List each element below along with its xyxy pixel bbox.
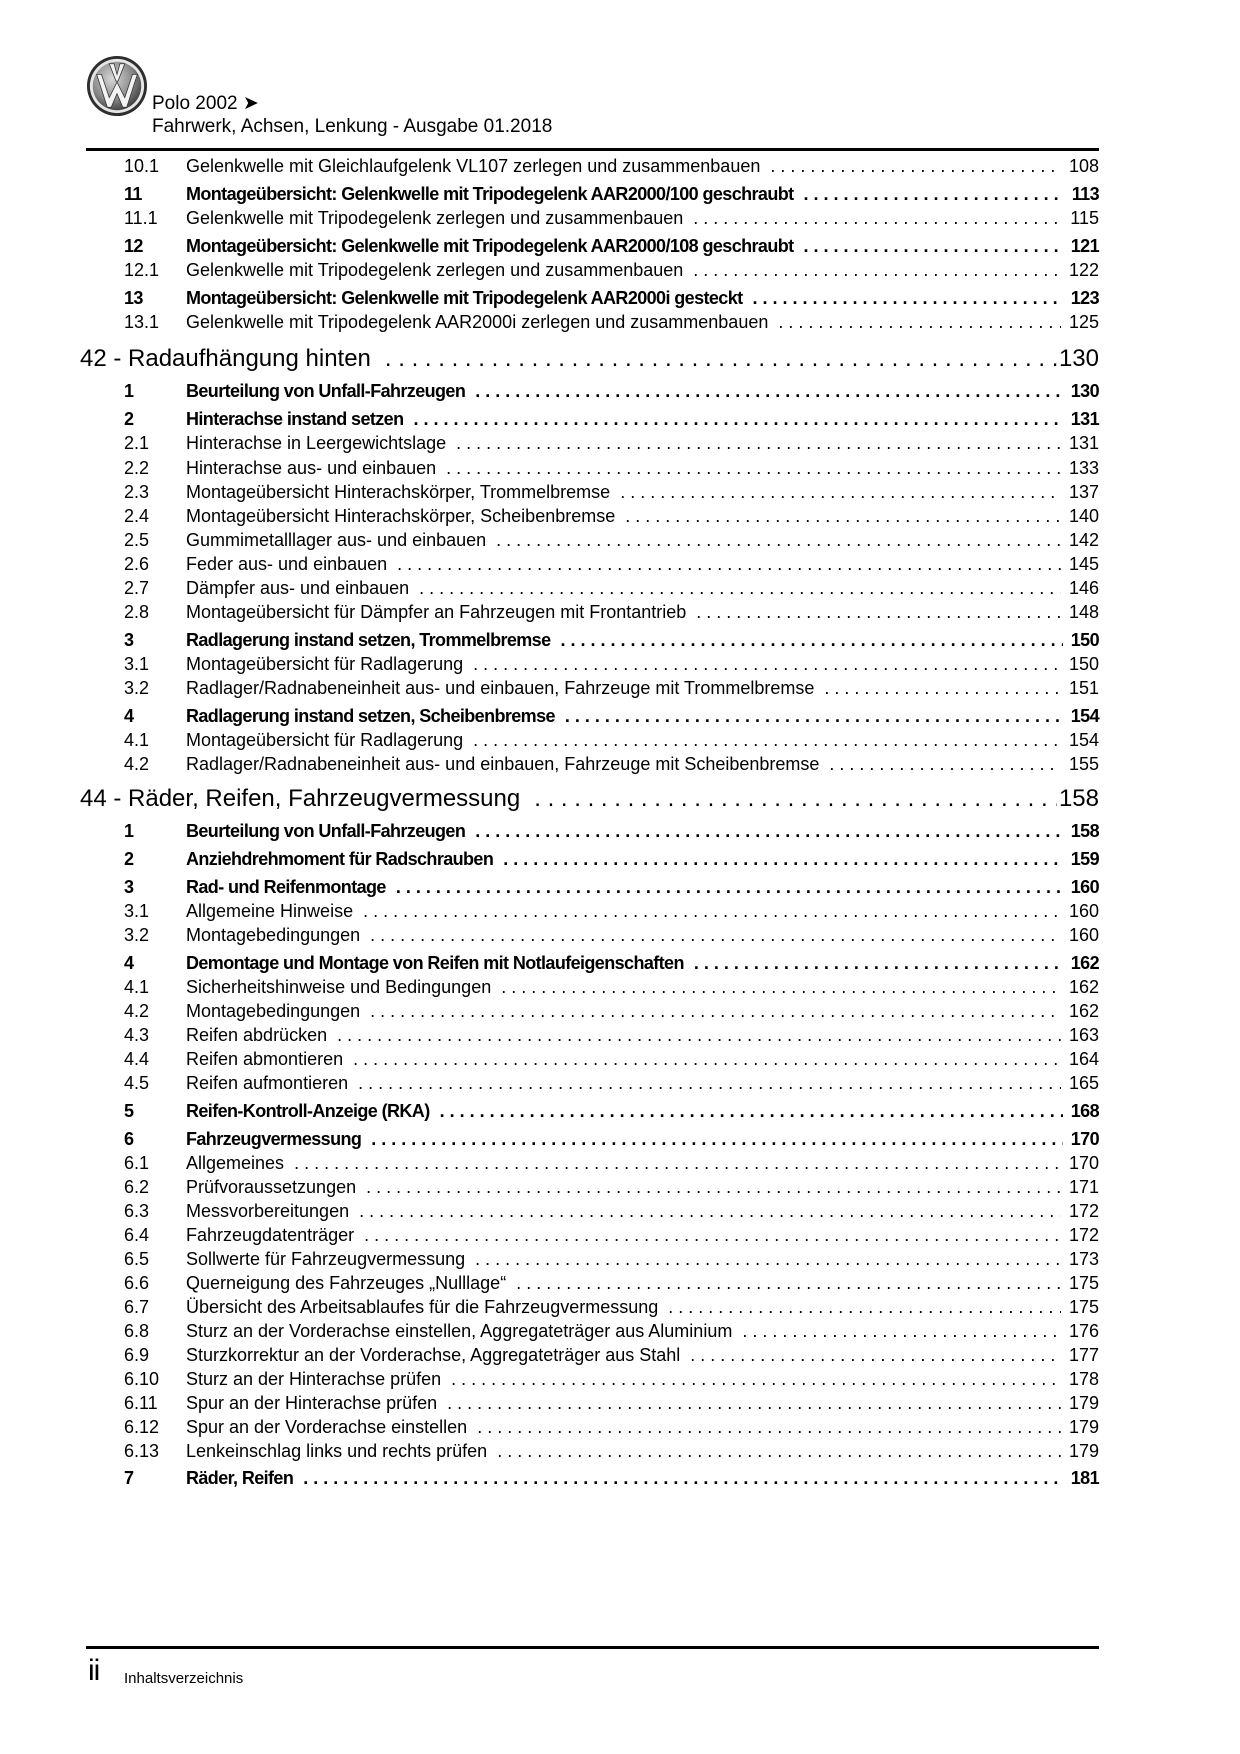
toc-entry-title: Sicherheitshinweise und Bedingungen [186, 977, 492, 997]
toc-entry-page: 131 [1070, 409, 1099, 429]
toc-leader-dots [451, 1369, 1061, 1390]
vw-logo-icon [86, 54, 148, 118]
toc-entry-title: Montageübersicht: Gelenkwelle mit Tripodegelenk AAR2000/100 geschraubt [186, 184, 794, 204]
toc-section-entry[interactable] [86, 381, 1099, 407]
toc-leader-dots [363, 901, 1061, 922]
toc-chapter-entry[interactable] [80, 345, 1099, 379]
toc-entry-page: 177 [1068, 1345, 1099, 1365]
toc-entry-title: Montageübersicht für Radlagerung [186, 730, 464, 750]
toc-subsection-entry[interactable] [86, 1001, 1099, 1025]
toc-section-entry[interactable] [86, 184, 1099, 210]
header-divider [86, 148, 1099, 151]
toc-entry-title: Montageübersicht für Radlagerung [186, 654, 464, 674]
toc-entry-number: 6.12 [124, 1417, 160, 1437]
toc-leader-dots [696, 602, 1061, 623]
toc-subsection-entry[interactable] [86, 1073, 1099, 1097]
toc-entry-title: Gelenkwelle mit Tripodegelenk AAR2000i zerlegen und zusammenbauen [186, 312, 769, 332]
toc-subsection-entry[interactable] [86, 1417, 1099, 1441]
toc-entry-page: 179 [1068, 1393, 1099, 1413]
toc-subsection-entry[interactable] [86, 578, 1099, 602]
toc-entry-title: Reifen abmontieren [186, 1049, 344, 1069]
toc-leader-dots [364, 1225, 1061, 1246]
toc-entry-page: 171 [1068, 1177, 1099, 1197]
toc-subsection-entry[interactable] [86, 1321, 1099, 1345]
toc-subsection-entry[interactable] [86, 1273, 1099, 1297]
toc-entry-number: 6.10 [124, 1369, 160, 1389]
toc-subsection-entry[interactable] [86, 977, 1099, 1001]
toc-subsection-entry[interactable] [86, 1177, 1099, 1201]
toc-subsection-entry[interactable] [86, 1393, 1099, 1417]
toc-entry-number: 4.5 [124, 1073, 150, 1093]
toc-entry-page: 154 [1070, 706, 1099, 726]
toc-entry-title: Lenkeinschlag links und rechts prüfen [186, 1441, 488, 1461]
toc-entry-number: 12 [124, 236, 143, 256]
toc-entry-number: 3 [124, 630, 134, 650]
toc-entry-number: 4.4 [124, 1049, 150, 1069]
toc-entry-title: Reifen abdrücken [186, 1025, 328, 1045]
toc-section-entry[interactable] [86, 1468, 1099, 1494]
toc-leader-dots [693, 260, 1061, 281]
toc-section-entry[interactable] [86, 409, 1099, 435]
toc-entry-title: Allgemeines [186, 1153, 285, 1173]
toc-entry-title: Sturzkorrektur an der Vorderachse, Aggregateträger aus Stahl [186, 1345, 681, 1365]
toc-leader-dots [690, 1345, 1061, 1366]
toc-entry-page: 165 [1068, 1073, 1099, 1093]
toc-leader-dots [446, 458, 1061, 479]
toc-entry-page: 108 [1068, 156, 1099, 176]
toc-leader-dots [303, 1468, 1063, 1489]
toc-leader-dots [456, 433, 1061, 454]
header-model: Polo 2002 ➤ [152, 93, 259, 114]
toc-leader-dots [501, 977, 1061, 998]
toc-subsection-entry[interactable] [86, 1345, 1099, 1369]
toc-leader-dots [473, 730, 1061, 751]
toc-entry-page: 179 [1068, 1441, 1099, 1461]
toc-entry-number: 6.11 [124, 1393, 158, 1413]
toc-section-entry[interactable] [86, 849, 1099, 875]
toc-entry-page: 125 [1068, 312, 1099, 332]
toc-section-entry[interactable] [86, 953, 1099, 979]
toc-entry-number: 4 [124, 706, 134, 726]
toc-entry-number: 4.1 [124, 977, 150, 997]
toc-entry-number: 6.6 [124, 1273, 150, 1293]
toc-subsection-entry[interactable] [86, 602, 1099, 626]
toc-leader-dots [366, 1177, 1061, 1198]
toc-leader-dots [358, 1073, 1061, 1094]
toc-leader-dots [804, 184, 1064, 205]
toc-subsection-entry[interactable] [86, 506, 1099, 530]
toc-entry-number: 3.2 [124, 678, 150, 698]
toc-leader-dots [497, 1441, 1061, 1462]
toc-entry-page: 150 [1070, 630, 1099, 650]
toc-leader-dots [694, 953, 1063, 974]
toc-section-entry[interactable] [86, 630, 1099, 656]
toc-leader-dots [693, 208, 1062, 229]
toc-leader-dots [419, 578, 1061, 599]
toc-entry-number: 13.1 [124, 312, 160, 332]
toc-entry-number: 2.8 [124, 602, 150, 622]
toc-leader-dots [477, 1417, 1061, 1438]
toc-subsection-entry[interactable] [86, 1369, 1099, 1393]
toc-entry-number: 13 [124, 288, 143, 308]
toc-section-entry[interactable] [86, 1101, 1099, 1127]
toc-entry-number: 2.5 [124, 530, 150, 550]
toc-entry-page: 162 [1070, 953, 1099, 973]
toc-entry-title: Übersicht des Arbeitsablaufes für die Fahrzeugvermessung [186, 1297, 659, 1317]
toc-entry-page: 115 [1070, 208, 1099, 228]
toc-entry-title: Gelenkwelle mit Gleichlaufgelenk VL107 zerlegen und zusammenbauen [186, 156, 761, 176]
toc-entry-title: Gelenkwelle mit Tripodegelenk zerlegen und zusammenbauen [186, 260, 684, 280]
toc-entry-title: Fahrzeugvermessung [186, 1129, 362, 1149]
toc-entry-title: Montagebedingungen [186, 1001, 361, 1021]
toc-entry-page: 160 [1070, 877, 1099, 897]
toc-entry-page: 159 [1070, 849, 1099, 869]
toc-leader-dots [742, 1321, 1061, 1342]
toc-entry-page: 137 [1068, 482, 1099, 502]
toc-subsection-entry[interactable] [86, 1249, 1099, 1273]
toc-entry-number: 3 [124, 877, 134, 897]
toc-entry-page: 113 [1071, 184, 1099, 204]
toc-entry-title: Demontage und Montage von Reifen mit Notlaufeigenschaften [186, 953, 684, 973]
toc-entry-page: 172 [1068, 1225, 1099, 1245]
toc-section-entry[interactable] [86, 1129, 1099, 1155]
toc-leader-dots [778, 312, 1061, 333]
toc-subsection-entry[interactable] [86, 1049, 1099, 1073]
toc-entry-title: Anziehdrehmoment für Radschrauben [186, 849, 494, 869]
toc-section-entry[interactable] [86, 236, 1099, 262]
toc-entry-page: 140 [1068, 506, 1099, 526]
toc-entry-number: 4.1 [124, 730, 150, 750]
toc-entry-page: 123 [1070, 288, 1099, 308]
toc-entry-title: Sturz an der Hinterachse prüfen [186, 1369, 442, 1389]
toc-entry-page: 162 [1068, 1001, 1099, 1021]
toc-entry-number: 4.2 [124, 1001, 150, 1021]
toc-entry-title: Sturz an der Vorderachse einstellen, Aggregateträger aus Aluminium [186, 1321, 733, 1341]
toc-entry-title: 42 - Radaufhängung hinten [80, 345, 371, 372]
toc-entry-page: 150 [1068, 654, 1099, 674]
toc-entry-number: 3.1 [124, 654, 150, 674]
toc-entry-number: 6 [124, 1129, 134, 1149]
toc-chapter-entry[interactable] [80, 785, 1099, 819]
toc-entry-number: 6.2 [124, 1177, 150, 1197]
toc-entry-title: Hinterachse aus- und einbauen [186, 458, 437, 478]
toc-entry-title: Gummimetalllager aus- und einbauen [186, 530, 487, 550]
toc-entry-number: 2.6 [124, 554, 150, 574]
toc-subsection-entry[interactable] [86, 458, 1099, 482]
toc-leader-dots [475, 821, 1063, 842]
toc-leader-dots [370, 1001, 1061, 1022]
footer-section-label: Inhaltsverzeichnis [124, 1670, 244, 1687]
toc-entry-title: Querneigung des Fahrzeuges „Nulllage“ [186, 1273, 507, 1293]
footer-divider [86, 1646, 1099, 1649]
toc-section-entry[interactable] [86, 288, 1099, 314]
toc-leader-dots [473, 654, 1061, 675]
toc-leader-dots [824, 678, 1061, 699]
toc-entry-title: 44 - Räder, Reifen, Fahrzeugvermessung [80, 785, 521, 812]
toc-section-entry[interactable] [86, 877, 1099, 903]
toc-leader-dots [475, 381, 1063, 402]
toc-entry-page: 158 [1058, 785, 1099, 812]
toc-entry-page: 158 [1070, 821, 1099, 841]
toc-entry-number: 3.1 [124, 901, 150, 921]
toc-entry-page: 154 [1068, 730, 1099, 750]
toc-subsection-entry[interactable] [86, 433, 1099, 457]
toc-entry-page: 160 [1068, 925, 1099, 945]
toc-entry-title: Fahrzeugdatenträger [186, 1225, 355, 1245]
toc-entry-title: Hinterachse in Leergewichtslage [186, 433, 447, 453]
toc-entry-number: 2 [124, 409, 134, 429]
toc-subsection-entry[interactable] [86, 156, 1099, 180]
toc-entry-title: Feder aus- und einbauen [186, 554, 388, 574]
toc-entry-title: Allgemeine Hinweise [186, 901, 354, 921]
toc-leader-dots [770, 156, 1061, 177]
toc-entry-number: 6.1 [124, 1153, 150, 1173]
toc-subsection-entry[interactable] [86, 1441, 1099, 1465]
toc-entry-title: Beurteilung von Unfall-Fahrzeugen [186, 821, 466, 841]
toc-entry-number: 11 [124, 184, 142, 204]
toc-leader-dots [440, 1101, 1063, 1122]
toc-entry-number: 7 [124, 1468, 134, 1488]
toc-entry-title: Montagebedingungen [186, 925, 361, 945]
toc-leader-dots [370, 925, 1061, 946]
toc-entry-page: 130 [1058, 345, 1099, 372]
toc-entry-number: 4.2 [124, 754, 150, 774]
toc-leader-dots [385, 345, 1057, 373]
toc-section-entry[interactable] [86, 706, 1099, 732]
toc-entry-title: Messvorbereitungen [186, 1201, 350, 1221]
toc-entry-number: 6.4 [124, 1225, 150, 1245]
toc-entry-page: 179 [1068, 1417, 1099, 1437]
toc-leader-dots [496, 530, 1061, 551]
toc-leader-dots [534, 785, 1057, 813]
toc-subsection-entry[interactable] [86, 730, 1099, 754]
toc-entry-page: 121 [1070, 236, 1099, 256]
toc-entry-page: 155 [1068, 754, 1099, 774]
toc-entry-page: 133 [1068, 458, 1099, 478]
toc-entry-number: 1 [124, 381, 134, 401]
toc-leader-dots [829, 754, 1061, 775]
toc-section-entry[interactable] [86, 821, 1099, 847]
toc-subsection-entry[interactable] [86, 1225, 1099, 1249]
toc-entry-number: 12.1 [124, 260, 160, 280]
toc-entry-title: Prüfvoraussetzungen [186, 1177, 357, 1197]
toc-entry-page: 176 [1068, 1321, 1099, 1341]
toc-leader-dots [561, 630, 1063, 651]
toc-subsection-entry[interactable] [86, 925, 1099, 949]
toc-entry-title: Sollwerte für Fahrzeugvermessung [186, 1249, 466, 1269]
toc-leader-dots [475, 1249, 1061, 1270]
toc-leader-dots [620, 482, 1061, 503]
toc-entry-page: 175 [1068, 1273, 1099, 1293]
toc-entry-title: Radlager/Radnabeneinheit aus- und einbauen, Fahrzeuge mit Trommelbremse [186, 678, 815, 698]
toc-leader-dots [516, 1273, 1061, 1294]
toc-entry-page: 175 [1068, 1297, 1099, 1317]
toc-leader-dots [359, 1201, 1061, 1222]
toc-entry-page: 163 [1068, 1025, 1099, 1045]
toc-leader-dots [371, 1129, 1063, 1150]
toc-leader-dots [397, 554, 1061, 575]
toc-subsection-entry[interactable] [86, 654, 1099, 678]
toc-entry-title: Montageübersicht für Dämpfer an Fahrzeugen mit Frontantrieb [186, 602, 687, 622]
toc-entry-number: 6.13 [124, 1441, 160, 1461]
toc-entry-title: Montageübersicht: Gelenkwelle mit Tripodegelenk AAR2000/108 geschraubt [186, 236, 794, 256]
toc-entry-number: 3.2 [124, 925, 150, 945]
toc-entry-title: Gelenkwelle mit Tripodegelenk zerlegen und zusammenbauen [186, 208, 684, 228]
toc-entry-title: Hinterachse instand setzen [186, 409, 404, 429]
toc-entry-number: 4 [124, 953, 134, 973]
toc-leader-dots [503, 849, 1063, 870]
toc-subsection-entry[interactable] [86, 1025, 1099, 1049]
toc-entry-number: 2.3 [124, 482, 150, 502]
toc-entry-page: 162 [1068, 977, 1099, 997]
toc-leader-dots [668, 1297, 1061, 1318]
toc-subsection-entry[interactable] [86, 312, 1099, 336]
toc-entry-title: Dämpfer aus- und einbauen [186, 578, 410, 598]
toc-entry-page: 172 [1068, 1201, 1099, 1221]
toc-entry-title: Radlager/Radnabeneinheit aus- und einbauen, Fahrzeuge mit Scheibenbremse [186, 754, 820, 774]
toc-leader-dots [753, 288, 1063, 309]
toc-entry-number: 6.9 [124, 1345, 150, 1365]
toc-entry-number: 6.7 [124, 1297, 150, 1317]
toc-entry-number: 5 [124, 1101, 134, 1121]
toc-leader-dots [294, 1153, 1061, 1174]
toc-leader-dots [447, 1393, 1061, 1414]
toc-entry-page: 178 [1068, 1369, 1099, 1389]
toc-entry-title: Montageübersicht Hinterachskörper, Scheibenbremse [186, 506, 616, 526]
toc-entry-title: Montageübersicht Hinterachskörper, Trommelbremse [186, 482, 611, 502]
toc-subsection-entry[interactable] [86, 678, 1099, 702]
toc-entry-number: 4.3 [124, 1025, 150, 1045]
toc-entry-page: 145 [1068, 554, 1099, 574]
toc-entry-title: Montageübersicht: Gelenkwelle mit Tripodegelenk AAR2000i gesteckt [186, 288, 743, 308]
toc-entry-title: Beurteilung von Unfall-Fahrzeugen [186, 381, 466, 401]
toc-entry-number: 2.1 [124, 433, 150, 453]
toc-leader-dots [565, 706, 1063, 727]
toc-subsection-entry[interactable] [86, 1201, 1099, 1225]
toc-subsection-entry[interactable] [86, 901, 1099, 925]
toc-entry-page: 160 [1068, 901, 1099, 921]
toc-entry-number: 2 [124, 849, 134, 869]
toc-entry-page: 148 [1068, 602, 1099, 622]
toc-entry-title: Rad- und Reifenmontage [186, 877, 386, 897]
toc-entry-page: 146 [1068, 578, 1099, 598]
footer-page-number: ii [88, 1654, 100, 1687]
toc-entry-title: Reifen-Kontroll-Anzeige (RKA) [186, 1101, 430, 1121]
toc-entry-number: 2.4 [124, 506, 150, 526]
toc-entry-page: 168 [1070, 1101, 1099, 1121]
toc-leader-dots [353, 1049, 1061, 1070]
toc-entry-page: 170 [1068, 1153, 1099, 1173]
toc-entry-number: 10.1 [124, 156, 160, 176]
toc-subsection-entry[interactable] [86, 1297, 1099, 1321]
toc-subsection-entry[interactable] [86, 754, 1099, 778]
toc-entry-page: 131 [1068, 433, 1099, 453]
toc-entry-page: 170 [1070, 1129, 1099, 1149]
toc-leader-dots [413, 409, 1062, 430]
toc-entry-page: 151 [1068, 678, 1099, 698]
toc-leader-dots [396, 877, 1063, 898]
toc-entry-number: 6.3 [124, 1201, 150, 1221]
toc-entry-page: 181 [1070, 1468, 1099, 1488]
toc-entry-number: 11.1 [124, 208, 158, 228]
toc-entry-number: 2.7 [124, 578, 150, 598]
toc-subsection-entry[interactable] [86, 1153, 1099, 1177]
toc-entry-title: Radlagerung instand setzen, Scheibenbremse [186, 706, 555, 726]
toc-subsection-entry[interactable] [86, 482, 1099, 506]
toc-entry-page: 173 [1068, 1249, 1099, 1269]
header-subtitle: Fahrwerk, Achsen, Lenkung - Ausgabe 01.2018 [152, 116, 553, 137]
toc-entry-title: Spur an der Hinterachse prüfen [186, 1393, 438, 1413]
toc-leader-dots [337, 1025, 1061, 1046]
toc-subsection-entry[interactable] [86, 554, 1099, 578]
toc-subsection-entry[interactable] [86, 530, 1099, 554]
toc-entry-page: 142 [1068, 530, 1099, 550]
toc-subsection-entry[interactable] [86, 260, 1099, 284]
toc-entry-number: 6.5 [124, 1249, 150, 1269]
toc-subsection-entry[interactable] [86, 208, 1099, 232]
toc-entry-title: Spur an der Vorderachse einstellen [186, 1417, 468, 1437]
toc-entry-page: 122 [1068, 260, 1099, 280]
toc-entry-number: 1 [124, 821, 134, 841]
toc-entry-title: Reifen aufmontieren [186, 1073, 349, 1093]
toc-entry-number: 2.2 [124, 458, 150, 478]
toc-entry-number: 6.8 [124, 1321, 150, 1341]
toc-entry-page: 164 [1068, 1049, 1099, 1069]
toc-entry-title: Radlagerung instand setzen, Trommelbremse [186, 630, 551, 650]
toc-entry-title: Räder, Reifen [186, 1468, 294, 1488]
toc-leader-dots [804, 236, 1063, 257]
toc-leader-dots [625, 506, 1061, 527]
toc-entry-page: 130 [1070, 381, 1099, 401]
